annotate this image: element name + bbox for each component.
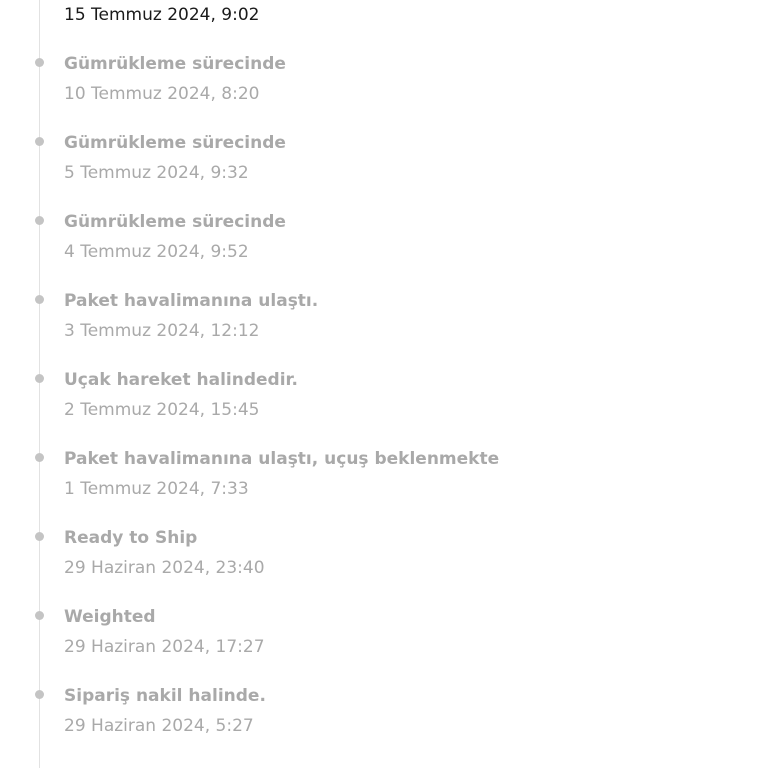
event-status: Gümrükleme sürecinde bbox=[64, 54, 286, 74]
event-time: 4 Temmuz 2024, 9:52 bbox=[64, 242, 249, 262]
event-time: 3 Temmuz 2024, 12:12 bbox=[64, 321, 260, 341]
event-time: 29 Haziran 2024, 23:40 bbox=[64, 558, 265, 578]
timeline-dot-icon bbox=[35, 532, 44, 541]
timeline-event bbox=[0, 686, 768, 765]
event-status: Gümrükleme sürecinde bbox=[64, 133, 286, 153]
event-status: Sipariş nakil halinde. bbox=[64, 686, 266, 706]
event-time: 29 Haziran 2024, 17:27 bbox=[64, 637, 265, 657]
event-status: Paket havalimanına ulaştı, uçuş beklenmekte bbox=[64, 449, 500, 469]
timeline-event bbox=[0, 54, 768, 133]
current-event-time: 15 Temmuz 2024, 9:02 bbox=[64, 5, 260, 25]
event-time: 5 Temmuz 2024, 9:32 bbox=[64, 163, 249, 183]
event-status: Weighted bbox=[64, 607, 156, 627]
timeline-dot-icon bbox=[35, 58, 44, 67]
event-time: 2 Temmuz 2024, 15:45 bbox=[64, 400, 260, 420]
timeline-dot-icon bbox=[35, 453, 44, 462]
timeline-dot-icon bbox=[35, 374, 44, 383]
timeline-event bbox=[0, 291, 768, 370]
event-time: 1 Temmuz 2024, 7:33 bbox=[64, 479, 249, 499]
timeline-event bbox=[0, 212, 768, 291]
event-status: Gümrükleme sürecinde bbox=[64, 212, 286, 232]
event-status: Uçak hareket halindedir. bbox=[64, 370, 298, 390]
timeline-event bbox=[0, 528, 768, 607]
timeline-dot-icon bbox=[35, 295, 44, 304]
event-status: Paket havalimanına ulaştı. bbox=[64, 291, 319, 311]
timeline-dot-icon bbox=[35, 216, 44, 225]
timeline-dot-icon bbox=[35, 690, 44, 699]
timeline-event bbox=[0, 607, 768, 686]
timeline-event bbox=[0, 133, 768, 212]
event-time: 10 Temmuz 2024, 8:20 bbox=[64, 84, 260, 104]
timeline-dot-icon bbox=[35, 137, 44, 146]
event-status: Ready to Ship bbox=[64, 528, 198, 548]
event-time: 29 Haziran 2024, 5:27 bbox=[64, 716, 254, 736]
timeline-event bbox=[0, 449, 768, 528]
timeline-dot-icon bbox=[35, 611, 44, 620]
timeline-event bbox=[0, 370, 768, 449]
